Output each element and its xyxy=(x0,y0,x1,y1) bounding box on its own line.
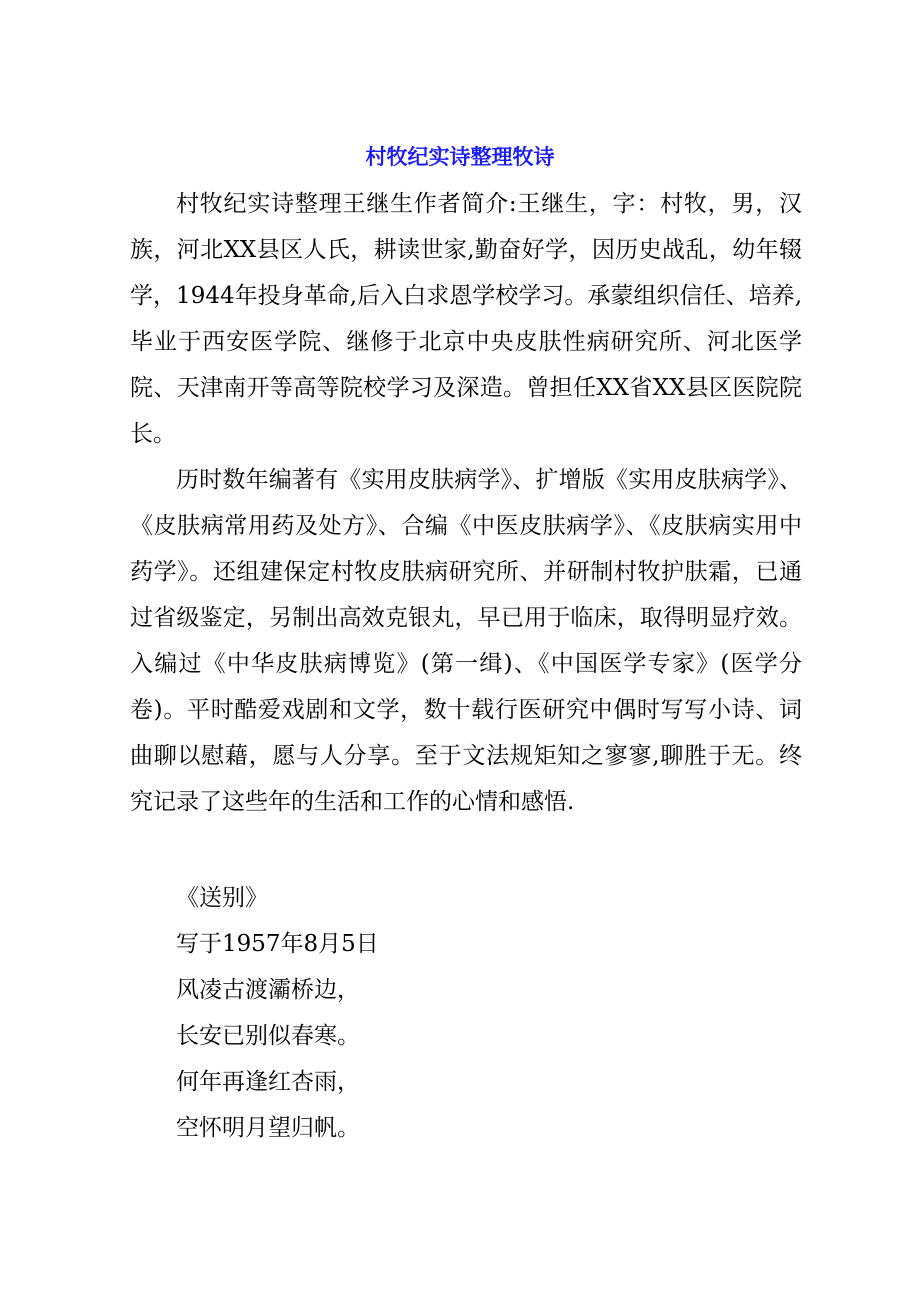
document-title: 村牧纪实诗整理牧诗 xyxy=(365,145,555,169)
poem-block xyxy=(176,875,379,1151)
poem-line: 长安已别似春寒。 xyxy=(176,1023,360,1049)
poem-line: 风凌古渡灞桥边， xyxy=(176,977,360,1003)
poem-line: 空怀明月望归帆。 xyxy=(176,1115,360,1141)
poem-date: 写于1957年8月5日 xyxy=(176,931,379,957)
intro-paragraph: 村牧纪实诗整理王继生作者简介:王继生，字：村牧，男，汉族，河北XX县区人氏，耕读世家,勤奋好学，因历史战乱，幼年辍学，1944年投身革命,后入白求恩学校学习。承蒙组织信任、培养,毕业于西安医学院、继修于北京中央皮肤性病研究所、河北医学院、天津南开等高等院校学习及深造。曾担任XX省XX县区医院院长。 xyxy=(130,191,802,447)
works-paragraph: 历时数年编著有《实用皮肤病学》、扩增版《实用皮肤病学》、《皮肤病常用药及处方》、合编《中医皮肤病学》、《皮肤病实用中药学》。还组建保定村牧皮肤病研究所、并研制村牧护肤霜，已通过省级鉴定，另制出高效克银丸，早已用于临床，取得明显疗效。入编过《中华皮肤病博览》(第一缉)、《中国医学专家》(医学分卷)。平时酷爱戏剧和文学，数十载行医研究中偶时写写小诗、词曲聊以慰藉，愿与人分享。至于文法规矩知之寥寥,聊胜于无。终究记录了这些年的生活和工作的心情和感悟. xyxy=(130,467,802,815)
poem-title: 《送别》 xyxy=(176,885,268,911)
poem-line: 何年再逢红杏雨， xyxy=(176,1069,360,1095)
